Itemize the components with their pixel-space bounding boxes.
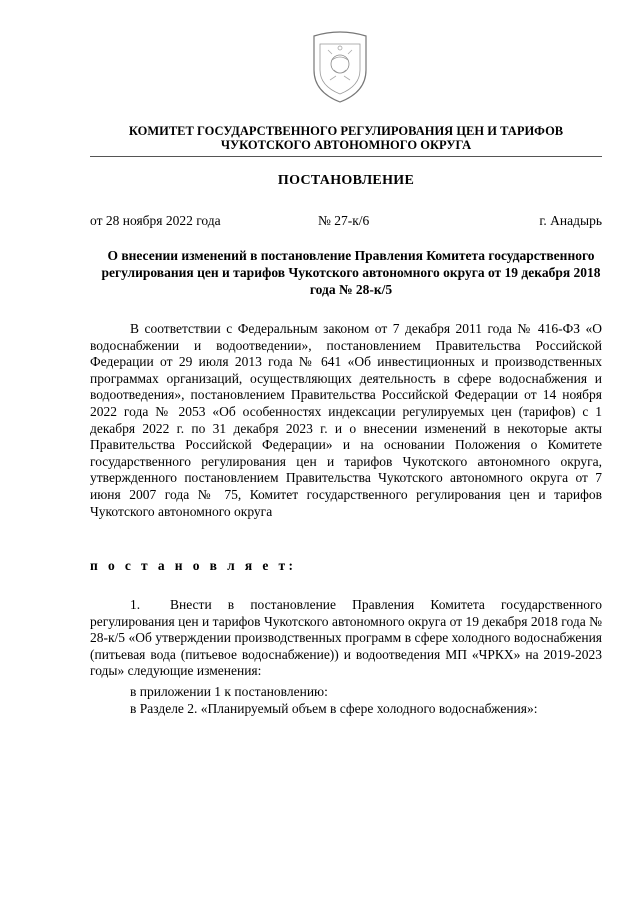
header-divider <box>90 156 602 157</box>
committee-line-2: ЧУКОТСКОГО АВТОНОМНОГО ОКРУГА <box>220 138 472 152</box>
document-subject: О внесении изменений в постановление Правления Комитета государственного регулирования цен и тарифов Чукотского автономного округа от 19 декабря 2018 года № 28-к/5 <box>101 248 601 297</box>
appendix-line: в приложении 1 к постановлению: <box>130 684 328 699</box>
coat-of-arms-emblem <box>308 30 372 104</box>
document-date: от 28 ноября 2022 года <box>90 213 221 228</box>
document-type-title: ПОСТАНОВЛЕНИЕ <box>277 173 415 188</box>
committee-name <box>90 124 602 152</box>
preamble-paragraph: В соответствии с Федеральным законом от 7 декабря 2011 года № 416-ФЗ «О водоснабжении и водоотведении», постановлением Правительства Российской Федерации от 29 июля 2013 года № 641 «Об инвестиционных и производственных программах организаций, осуществляющих деятельность в сфере водоснабжения и водоотведения», постановлением Правительства Российской Федерации от 14 ноября 2022 года № 2053 «Об особенностях индексации регулируемых цен (тарифов) с 1 декабря 2022 г. по 31 декабря 2023 г. и о внесении изменений в некоторые акты Правительства Российской Федерации» и на основании Положения о Комитете государственного регулирования цен и тарифов Чукотского автономного округа, утвержденного постановлением Правительства Чукотского автономного округа от 7 июня 2007 года № 75, Комитет государственного регулирования цен и тарифов Чукотского автономного округа <box>90 321 602 519</box>
item-1-paragraph <box>90 597 602 680</box>
item-1-text: Внести в постановление Правления Комитета государственного регулирования цен и тарифов Чукотского автономного округа от 19 декабря 2018 года № 28-к/5 «Об утверждении производственных программ в сфере холодного водоснабжения (питьевая вода (питьевое водоснабжение)) и водоотведения МП «ЧРКХ» на 2019-2023 годы» следующие изменения: <box>90 597 602 679</box>
document-number: № 27-к/6 <box>318 213 370 228</box>
committee-line-1: КОМИТЕТ ГОСУДАРСТВЕННОГО РЕГУЛИРОВАНИЯ ЦЕН И ТАРИФОВ <box>128 124 564 138</box>
resolves-heading: п о с т а н о в л я е т: <box>90 558 297 573</box>
document-city: г. Анадырь <box>539 213 602 228</box>
item-1-number: 1. <box>130 597 141 612</box>
section-line: в Разделе 2. «Планируемый объем в сфере холодного водоснабжения»: <box>130 701 538 716</box>
